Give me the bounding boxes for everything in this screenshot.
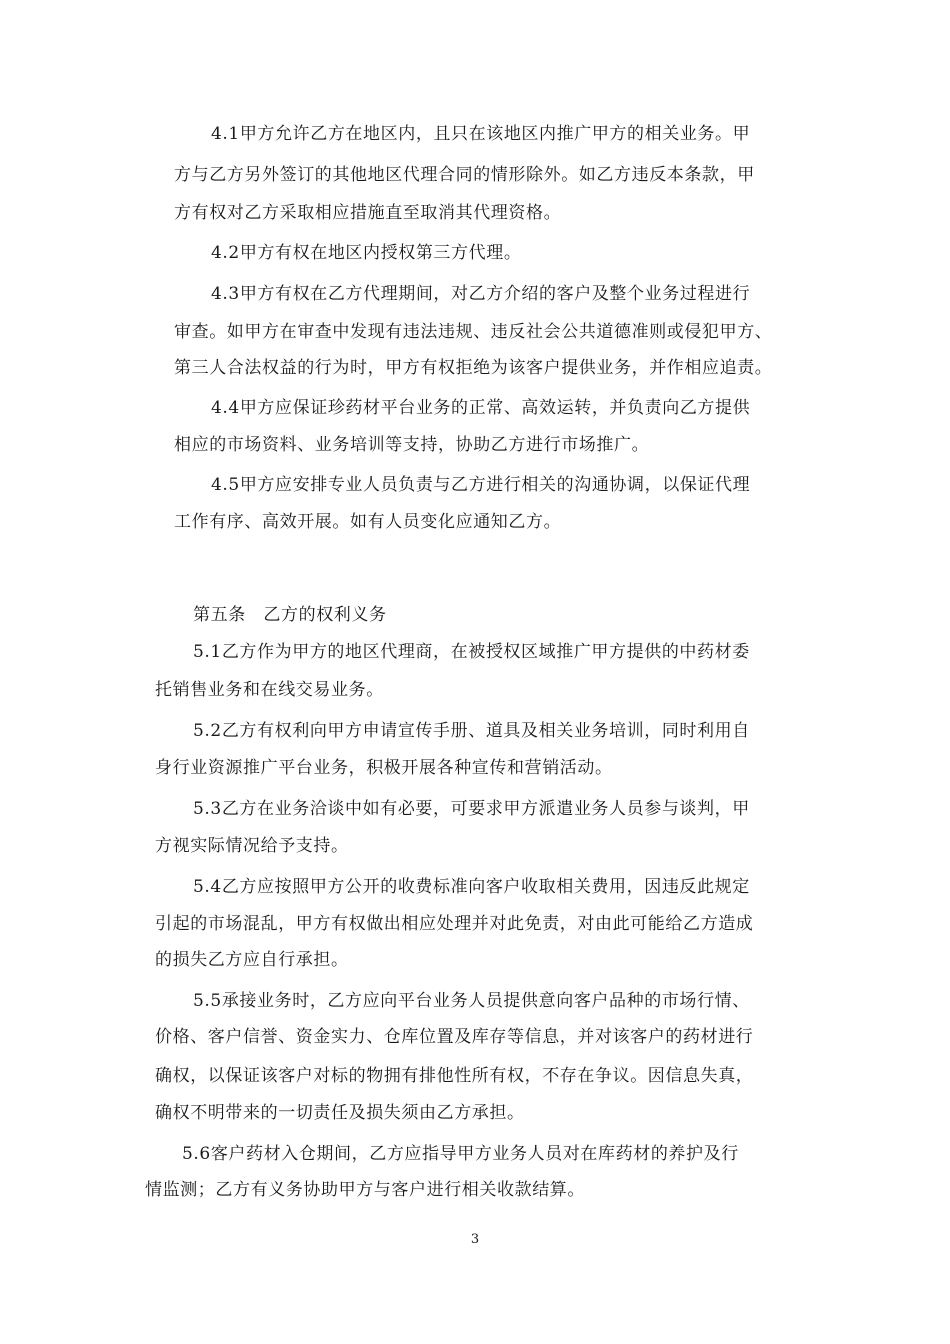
clause-4-3-line-2: 审查。如甲方在审查中发现有违法违规、违反社会公共道德准则或侵犯甲方、 — [174, 322, 773, 342]
clause-4-3-line-3: 第三人合法权益的行为时，甲方有权拒绝为该客户提供业务，并作相应追责。 — [174, 358, 773, 378]
clause-4-5-line-2: 工作有序、高效开展。如有人员变化应通知乙方。 — [174, 512, 562, 532]
clause-5-5-line-3: 确权，以保证该客户对标的物拥有排他性所有权，不存在争议。因信息失真， — [155, 1066, 754, 1086]
clause-4-2-line-1: 4.2甲方有权在地区内授权第三方代理。 — [211, 243, 522, 263]
clause-5-4-line-1: 5.4乙方应按照甲方公开的收费标准向客户收取相关费用，因违反此规定 — [193, 877, 750, 897]
clause-5-2-line-2: 身行业资源推广平台业务，积极开展各种宣传和营销活动。 — [155, 758, 613, 778]
clause-4-1-line-2: 方与乙方另外签订的其他地区代理合同的情形除外。如乙方违反本条款，甲 — [174, 165, 755, 185]
clause-4-1-line-1: 4.1甲方允许乙方在地区内，且只在该地区内推广甲方的相关业务。甲 — [211, 124, 751, 144]
clause-4-1-line-3: 方有权对乙方采取相应措施直至取消其代理资格。 — [174, 203, 562, 223]
clause-5-5-line-4: 确权不明带来的一切责任及损失须由乙方承担。 — [155, 1103, 525, 1123]
clause-5-3-line-2: 方视实际情况给予支持。 — [155, 836, 349, 856]
clause-5-1-line-1: 5.1乙方作为甲方的地区代理商，在被授权区域推广甲方提供的中药材委 — [193, 642, 750, 662]
clause-5-4-line-3: 的损失乙方应自行承担。 — [155, 950, 349, 970]
clause-5-6-line-1: 5.6客户药材入仓期间，乙方应指导甲方业务人员对在库药材的养护及行 — [182, 1144, 739, 1164]
clause-5-3-line-1: 5.3乙方在业务洽谈中如有必要，可要求甲方派遣业务人员参与谈判，甲 — [193, 799, 750, 819]
clause-4-3-line-1: 4.3甲方有权在乙方代理期间，对乙方介绍的客户及整个业务过程进行 — [211, 284, 751, 304]
clause-4-5-line-1: 4.5甲方应安排专业人员负责与乙方进行相关的沟通协调，以保证代理 — [211, 475, 751, 495]
clause-5-1-line-2: 托销售业务和在线交易业务。 — [155, 680, 384, 700]
clause-4-4-line-1: 4.4甲方应保证珍药材平台业务的正常、高效运转，并负责向乙方提供 — [211, 398, 751, 418]
clause-4-4-line-2: 相应的市场资料、业务培训等支持，协助乙方进行市场推广。 — [174, 435, 650, 455]
clause-5-6-line-2: 情监测；乙方有义务协助甲方与客户进行相关收款结算。 — [145, 1180, 585, 1200]
page-number: 3 — [470, 1232, 480, 1247]
clause-5-4-line-2: 引起的市场混乱，甲方有权做出相应处理并对此免责，对由此可能给乙方造成 — [155, 914, 754, 934]
clause-5-5-line-1: 5.5承接业务时，乙方应向平台业务人员提供意向客户品种的市场行情、 — [193, 991, 750, 1011]
clause-5-2-line-1: 5.2乙方有权利向甲方申请宣传手册、道具及相关业务培训，同时利用自 — [193, 721, 750, 741]
clause-5-5-line-2: 价格、客户信誉、资金实力、仓库位置及库存等信息，并对该客户的药材进行 — [155, 1027, 754, 1047]
article-five-heading: 第五条 乙方的权利义务 — [193, 605, 387, 625]
